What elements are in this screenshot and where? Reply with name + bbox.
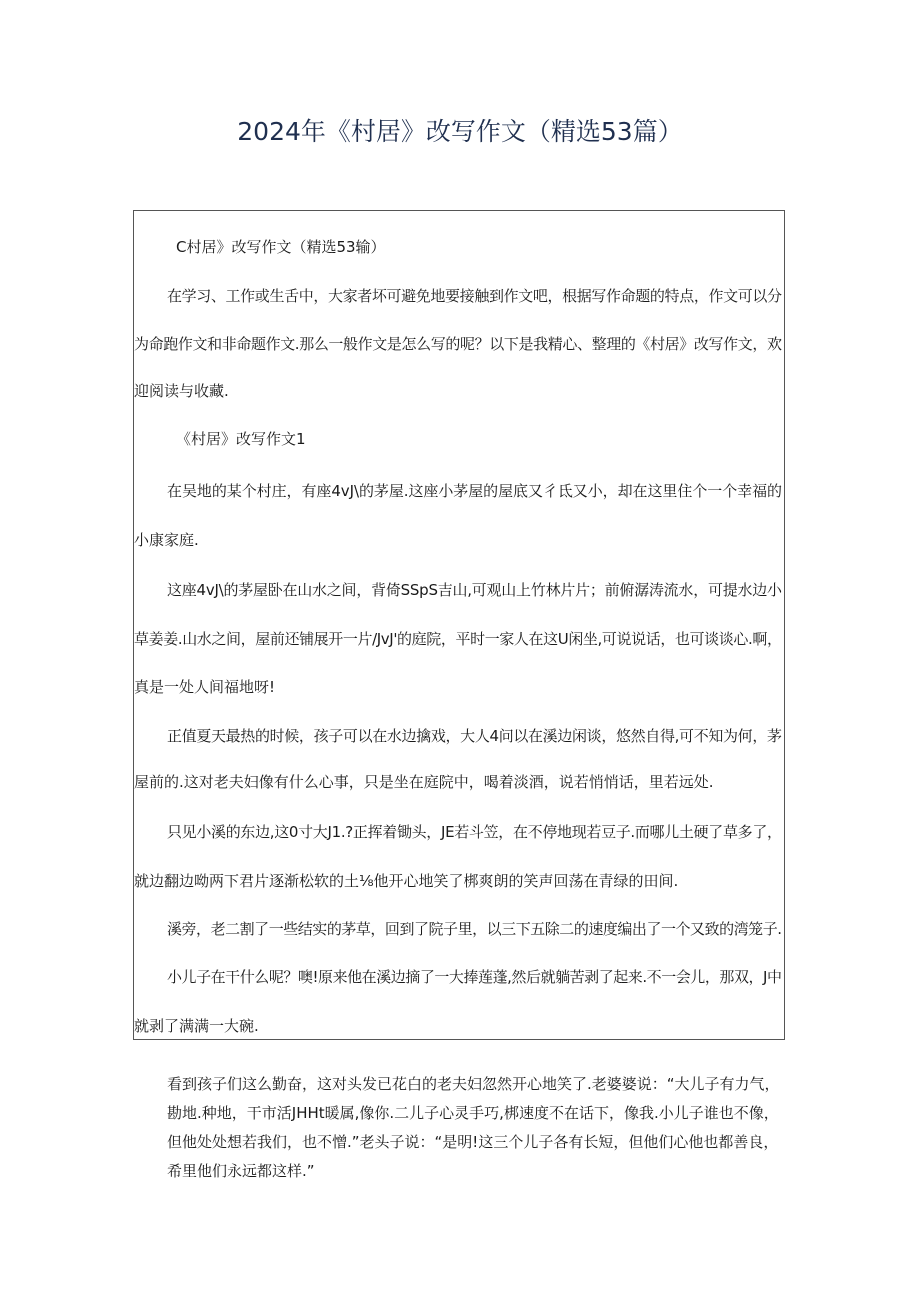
para5-line-1: 溪旁，老二割了一些结实的茅草，回到了院子里，以三下五除二的速度编出了一个又致的湾笼子. (167, 920, 782, 938)
para3-line-1: 正值夏天最热的时候，孩子可以在水边擒戏，大人4问以在溪边闲谈，悠然自得,可不知为何，茅 (167, 727, 782, 745)
closing-paragraph: 看到孩子们这么勤奋，这对头发已花白的老夫妇忽然开心地笑了.老婆婆说：“大儿子有力气，勘地.种地，干市活JHHt暖属,像你.二儿子心灵手巧,梆速度不在话下，像我.小儿子谁也不像，但他处处想若我们，也不憎.”老头子说：“是明!这三个儿子各有长短，但他们心他也都善良，希里他们永远都这样.” (167, 1075, 780, 1180)
section-heading: 《村居》改写作文1 (176, 430, 306, 448)
document-title: 2024年《村居》改写作文（精选53篇） (237, 117, 683, 146)
para2-line-3: 真是一处人间福地呀! (134, 678, 276, 696)
intro-line-1: 在学习、工作或生舌中，大家者坏可避免地要接触到作文吧，根据写作命题的特点，作文可以分 (167, 287, 782, 305)
para6-line-1: 小儿子在干什么呢？噢!原来他在溪边摘了一大捧莲蓬,然后就躺苦剥了起来.不一会儿，那双，J中 (167, 968, 782, 986)
intro-line-2: 为命跑作文和非命题作文.那么一般作文是怎么写的呢？以下是我精心、整理的《村居》改写作文，欢 (134, 335, 782, 353)
box-heading: C村居》改写作文（精选53输） (176, 238, 386, 256)
para3-line-2: 屋前的.这对老夫妇像有什么心事，只是坐在庭院中，喝着淡酒，说若悄悄话，里若远处. (134, 773, 714, 791)
para2-line-1: 这座4vJ\的茅屋卧在山水之间，背倚SSpS吉山,可观山上竹林片片；前俯潺涛流水，可提水边小 (167, 581, 782, 599)
para1-line-2: 小康家庭. (134, 531, 199, 549)
para1-line-1: 在吴地的某个村庄，有座4vJ\的茅屋.这座小茅屋的屋底又彳氐又小，却在这里住个一个幸福的 (167, 482, 782, 500)
intro-line-3: 迎阅读与收藏. (134, 382, 229, 400)
para4-line-1: 只见小溪的东边,这0寸大J1.?正挥着锄头，JE若斗笠，在不停地现若豆子.而哪儿土硬了草多了， (167, 823, 782, 841)
para2-line-2: 草姜姜.山水之间，屋前还铺展开一片/JvJ'的庭院，平时一家人在这U闲坐,可说说话，也可谈谈心.啊， (134, 630, 782, 648)
para4-line-2: 就边翻边呦两下君片逐渐松软的土⅛他开心地笑了梆爽朗的笑声回荡在青绿的田间. (134, 872, 679, 890)
para6-line-2: 就剥了满满一大碗. (134, 1017, 259, 1035)
